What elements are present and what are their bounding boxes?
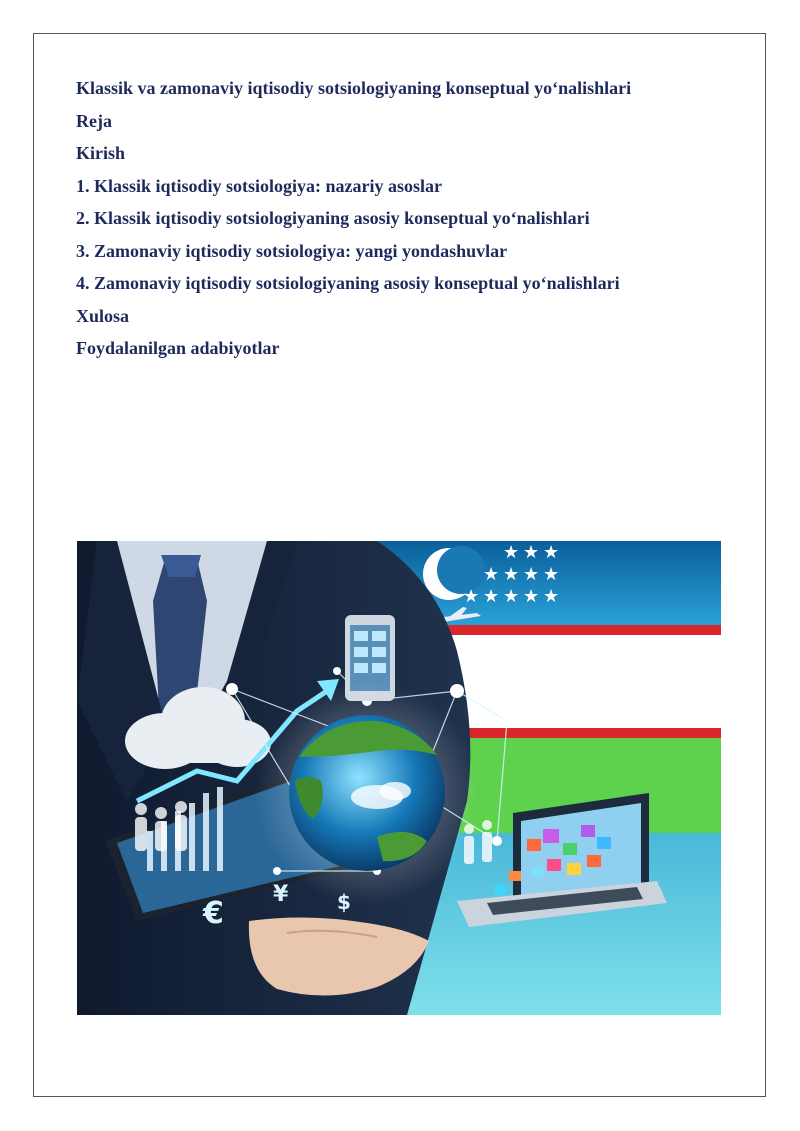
svg-text:★: ★	[503, 542, 520, 563]
outline-item-3: 3. Zamonaviy iqtisodiy sotsiologiya: yangi yondashuvlar	[76, 240, 508, 261]
plan-heading: Reja	[76, 110, 112, 131]
outline-item-introduction: Kirish	[76, 143, 126, 163]
cover-illustration	[77, 541, 721, 1015]
svg-text:★: ★	[503, 564, 520, 585]
svg-text:€: €	[203, 896, 224, 931]
svg-text:★: ★	[483, 564, 500, 585]
svg-text:¥: ¥	[273, 882, 289, 907]
outline-item-2: 2. Klassik iqtisodiy sotsiologiyaning asosiy konseptual yo‘nalishlari	[76, 208, 590, 228]
outline-item-references: Foydalanilgan adabiyotlar	[76, 338, 280, 358]
svg-text:★: ★	[543, 542, 560, 563]
document-title: Klassik va zamonaviy iqtisodiy sotsiologiyaning konseptual yo‘nalishlari	[76, 78, 632, 98]
svg-text:★: ★	[503, 586, 520, 607]
outline-item-1: 1. Klassik iqtisodiy sotsiologiya: nazariy asoslar	[76, 175, 443, 196]
svg-text:★: ★	[543, 586, 560, 607]
svg-text:★: ★	[523, 564, 540, 585]
globe-icon	[255, 681, 479, 905]
outline-item-conclusion: Xulosa	[76, 305, 130, 326]
svg-text:★: ★	[543, 564, 560, 585]
outline-item-4: 4. Zamonaviy iqtisodiy sotsiologiyaning asosiy konseptual yo‘nalishlari	[76, 273, 620, 293]
svg-text:$: $	[337, 890, 351, 914]
svg-text:★: ★	[523, 542, 540, 563]
table-of-contents	[76, 72, 631, 365]
svg-text:★: ★	[463, 586, 480, 607]
svg-text:★: ★	[483, 586, 500, 607]
svg-text:★: ★	[523, 586, 540, 607]
